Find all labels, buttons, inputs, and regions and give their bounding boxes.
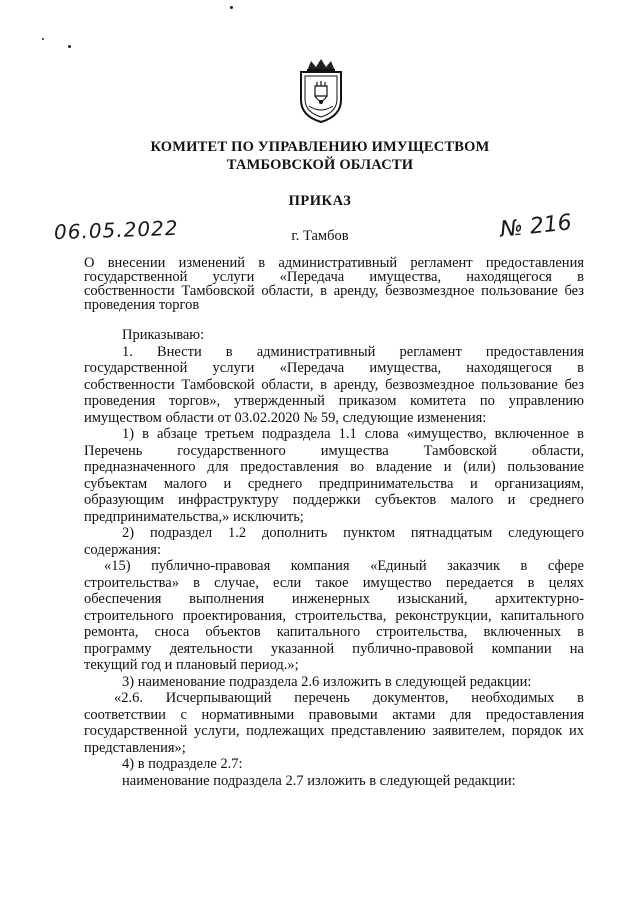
body-text-line: «15) публично-правовая компания «Единый заказчик в сфере: [104, 558, 584, 574]
scan-speck: [230, 6, 233, 9]
document-type-title: ПРИКАЗ: [288, 193, 352, 209]
organization-name-line1: КОМИТЕТ ПО УПРАВЛЕНИЮ ИМУЩЕСТВОМ: [150, 139, 490, 155]
body-text-line: содержания:: [84, 541, 162, 558]
scan-speck: [68, 45, 71, 48]
coat-of-arms-emblem: [293, 56, 349, 124]
body-text-line: 1) в абзаце третьем подраздела 1.1 слова «имущество, включенное в: [122, 426, 584, 442]
body-text-line: представления»;: [84, 739, 186, 756]
body-text-line: 1. Внести в административный регламент предоставления: [122, 343, 584, 360]
body-text-line: собственности Тамбовской области, в аренду, безвозмездное пользование без: [84, 376, 584, 393]
body-text-line: ремонта, сноса объектов капитального строительства, включенных в: [84, 624, 584, 640]
city-label: г. Тамбов: [291, 228, 349, 244]
body-text-line: 3) наименование подраздела 2.6 изложить в следующей редакции:: [122, 673, 532, 690]
body-text-line: государственной услуги, подлежащих представлению заявителем, порядок их: [84, 723, 584, 739]
subject-line: проведения торгов: [84, 298, 200, 312]
body-text-line: соответствии с нормативными правовыми актами для предоставления: [84, 706, 584, 723]
body-text-line: наименование подраздела 2.7 изложить в следующей редакции:: [122, 772, 516, 789]
body-text-line: 2) подраздел 1.2 дополнить пунктом пятнадцатым следующего: [122, 525, 584, 541]
order-body: [84, 327, 584, 789]
body-text-line: проведения торгов», утвержденный приказом комитета по управлению: [84, 393, 584, 409]
handwritten-document-number: № 216: [498, 210, 573, 243]
body-text-line: текущий год и плановый период.»;: [84, 657, 299, 673]
body-text-line: 4) в подразделе 2.7:: [122, 756, 243, 772]
body-text-line: образующим инфраструктуру поддержки субъектов малого и среднего: [84, 492, 584, 508]
body-text-line: Приказываю:: [122, 327, 205, 343]
subject-line: собственности Тамбовской области, в аренду, безвозмездное пользование без: [84, 284, 584, 298]
body-text-line: имуществом области от 03.02.2020 № 59, следующие изменения:: [84, 409, 487, 426]
body-text-line: обеспечения выполнения инженерных изысканий, архитектурно-: [84, 591, 584, 607]
body-text-line: строительного проектирования, строительства, реконструкции, капитального: [84, 607, 584, 624]
subject-line: государственной услуги «Передача имущества, находящегося в: [84, 270, 584, 284]
subject-line: О внесении изменений в административный регламент предоставления: [84, 256, 584, 270]
body-text-line: строительства» в случае, если такое имущество передается в целях: [84, 574, 584, 591]
body-text-line: предназначенного для предоставления во владение и (или) пользование: [84, 459, 584, 475]
body-text-line: «2.6. Исчерпывающий перечень документов, необходимых в: [114, 690, 584, 706]
order-subject: [84, 256, 584, 312]
body-text-line: программу деятельности указанной публично-правовой компании на: [84, 640, 584, 657]
body-text-line: субъектам малого и среднего предпринимательства и организациям,: [84, 475, 584, 492]
body-text-line: государственной услуги «Передача имущества, находящегося в: [84, 360, 584, 376]
handwritten-date: 06.05.2022: [53, 215, 179, 245]
body-text-line: Перечень государственного имущества Тамбовской области,: [84, 442, 584, 459]
body-text-line: предпринимательства,» исключить;: [84, 508, 304, 525]
organization-name-line2: ТАМБОВСКОЙ ОБЛАСТИ: [226, 157, 414, 173]
scan-speck: [42, 38, 44, 40]
